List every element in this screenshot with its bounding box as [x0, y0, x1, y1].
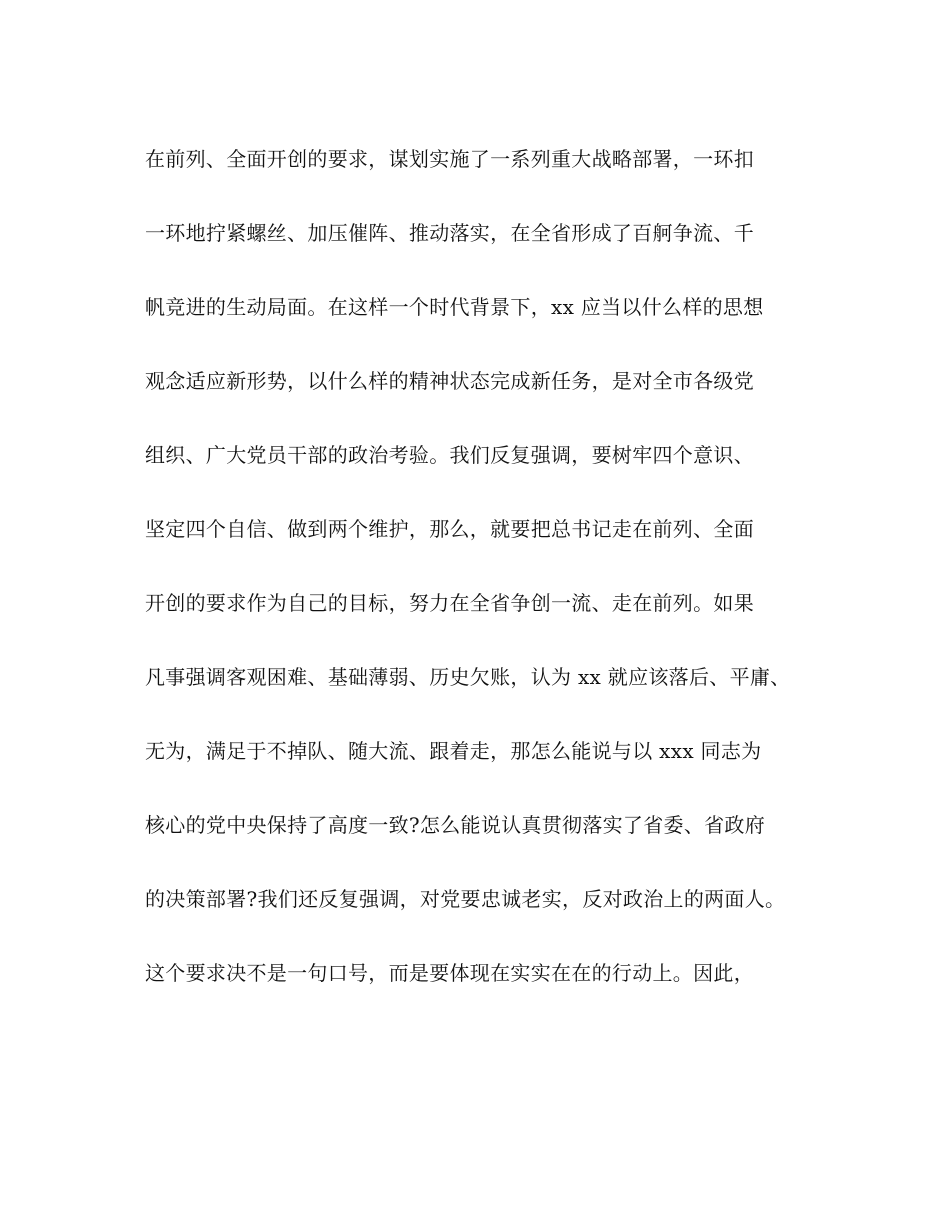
- text-line: 观念适应新形势，以什么样的精神状态完成新任务，是对全市各级党: [145, 369, 754, 393]
- text-line: 的决策部署?我们还反复强调，对党要忠诚老实，反对政治上的两面人。: [145, 887, 786, 911]
- text-line: 一环地拧紧螺丝、加压催阵、推动落实，在全省形成了百舸争流、千: [145, 221, 754, 245]
- text-line: 无为，满足于不掉队、随大流、跟着走，那怎么能说与以 xxx 同志为: [145, 739, 762, 763]
- text-line: 组织、广大党员干部的政治考验。我们反复强调，要树牢四个意识、: [145, 443, 754, 467]
- text-line: 开创的要求作为自己的目标，努力在全省争创一流、走在前列。如果: [145, 591, 754, 615]
- text-line: 坚定四个自信、做到两个维护，那么，就要把总书记走在前列、全面: [145, 517, 754, 541]
- text-line: 凡事强调客观困难、基础薄弱、历史欠账，认为 xx 就应该落后、平庸、: [145, 665, 791, 689]
- body-text: [145, 144, 835, 1032]
- text-line: 这个要求决不是一句口号，而是要体现在实实在在的行动上。因此，: [145, 961, 754, 985]
- text-line: 在前列、全面开创的要求，谋划实施了一系列重大战略部署，一环扣: [145, 147, 754, 171]
- text-line: 核心的党中央保持了高度一致?怎么能说认真贯彻落实了省委、省政府: [145, 813, 766, 837]
- text-line: 帆竞进的生动局面。在这样一个时代背景下，xx 应当以什么样的思想: [145, 295, 764, 319]
